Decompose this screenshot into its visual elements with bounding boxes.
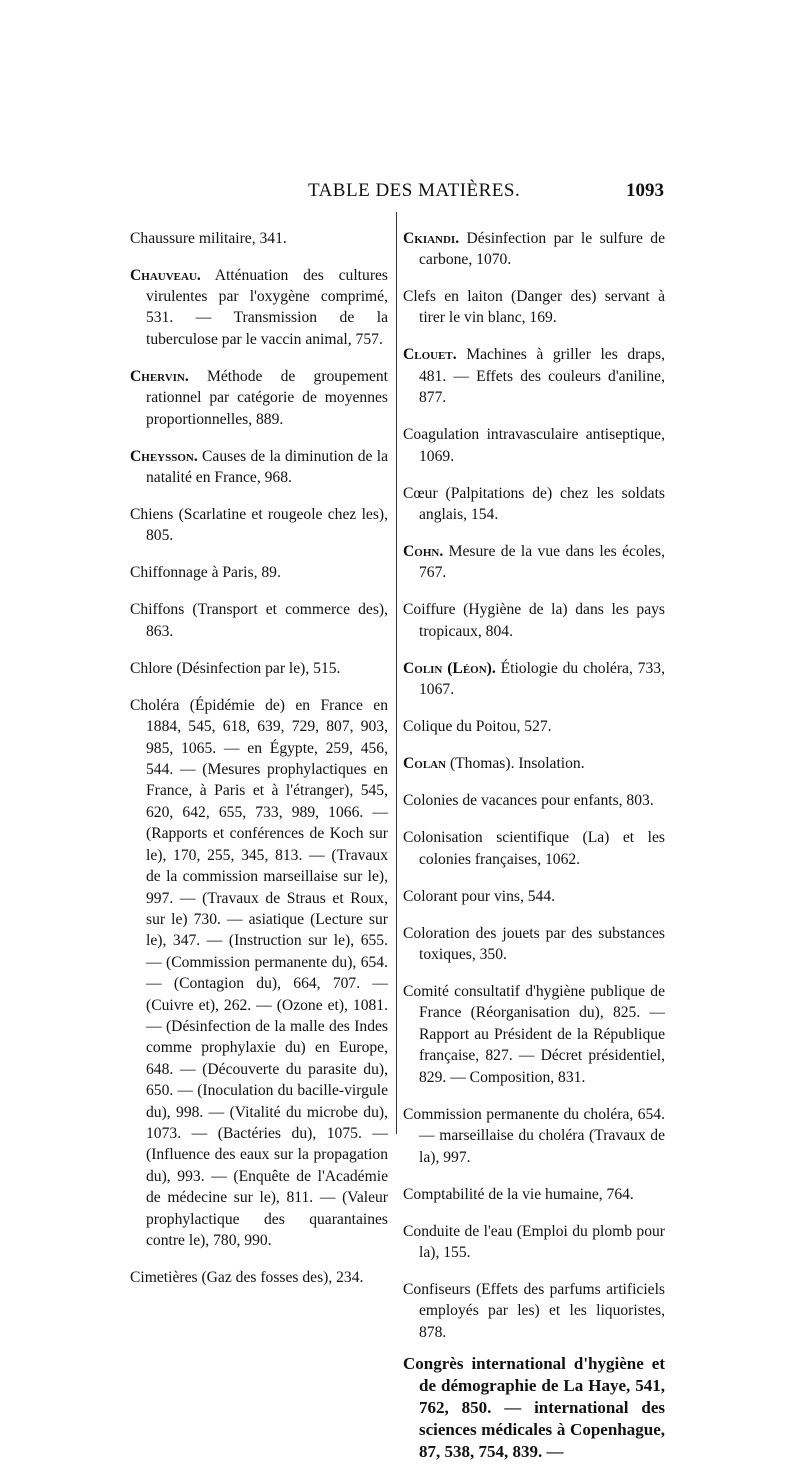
index-entry	[403, 228, 665, 271]
index-entry	[403, 1279, 665, 1343]
index-entry	[130, 265, 388, 351]
index-entry	[403, 1353, 665, 1463]
entry-text: Mesure de la vue dans les écoles, 767.	[419, 543, 665, 582]
index-column-right	[403, 212, 665, 1468]
entry-text: Colonisation scientifique (La) et les colonies françaises, 1062.	[403, 829, 665, 868]
index-entry	[403, 827, 665, 870]
entry-author-name: Cohn.	[403, 543, 444, 561]
entry-text: Causes de la diminution de la natalité en France, 968.	[146, 447, 388, 487]
index-entry	[130, 1267, 388, 1288]
entry-author-name: Cheysson.	[130, 447, 198, 465]
index-entry	[403, 790, 665, 811]
entry-text: Cimetières (Gaz des fosses des), 234.	[130, 1269, 364, 1286]
entry-text: Choléra (Épidémie de) en France en 1884, 545, 618, 639, 729, 807, 903, 985, 1065. — en Égypte, 259, 456, 544. — (Mesures prophylactiques en France, à Paris et à l'étranger), 545, 620, 642, 655, 733, 989, 1066. — (Rapports et conférences de Koch sur le), 170, 255, 345, 813. — (Travaux de la commission marseillaise sur le), 997. — (Travaux de Straus et Roux, sur le) 730. — asiatique (Lecture sur le), 347. — (Instruction sur le), 655. — (Commission permanente du), 654. — (Contagion du), 664, 707. — (Cuivre et), 262. — (Ozone et), 1081. — (Désinfection de la malle des Indes comme prophylaxie du) en Europe, 648. — (Découverte du parasite du), 650. — (Inoculation du bacille-virgule du), 998. — (Vitalité du microbe du), 1073. — (Bactéries du), 1075. — (Influence des eaux sur la propagation du), 993. — (Enquête de l'Académie de médecine sur le), 811. — (Valeur prophylactique des quarantaines contre le), 780, 990.	[130, 696, 388, 1249]
index-entry	[130, 504, 388, 547]
index-entry	[403, 1184, 665, 1205]
entry-text: Colonies de vacances pour enfants, 803.	[403, 792, 654, 810]
entry-text: Étiologie du choléra, 733, 1067.	[419, 659, 665, 699]
entry-author-name: Colin (Léon).	[403, 659, 496, 677]
entry-author-name: Chauveau.	[130, 266, 201, 284]
entry-author-name: Chervin.	[130, 367, 189, 385]
index-entry	[130, 446, 388, 489]
index-entry	[130, 658, 388, 679]
entry-text: Colorant pour vins, 544.	[403, 887, 556, 905]
entry-text: Colique du Poitou, 527.	[403, 718, 552, 736]
running-title: TABLE DES MATIÈRES.	[308, 180, 521, 201]
entry-text: Chaussure militaire, 341.	[130, 229, 287, 247]
entry-text: Cœur (Palpitations de) chez les soldats anglais, 154.	[403, 484, 665, 524]
index-entry	[403, 981, 665, 1088]
index-entry	[403, 541, 665, 584]
index-entry	[130, 599, 388, 642]
index-entry	[130, 366, 388, 430]
index-entry	[403, 344, 665, 408]
entry-text: Confiseurs (Effets des parfums artificiels employés par les) et les liquoristes, 878.	[403, 1280, 665, 1341]
entry-text: Désinfection par le sulfure de carbone, 1070.	[419, 229, 665, 268]
entry-text: Coloration des jouets par des substances toxiques, 350.	[403, 924, 665, 964]
entry-author-name: Colan	[403, 755, 447, 773]
index-entry	[130, 228, 388, 249]
entry-author-name: Clouet.	[403, 346, 457, 364]
index-entry	[403, 1221, 665, 1264]
entry-text: Atténuation des cultures virulentes par l'oxygène comprimé, 531. — Transmission de la tuberculose par le vaccin animal, 757.	[146, 266, 388, 348]
running-header	[130, 180, 664, 208]
page-number: 1093	[626, 180, 664, 201]
entry-text: Clefs en laiton (Danger des) servant à tirer le vin blanc, 169.	[403, 288, 665, 327]
entry-text: Comité consultatif d'hygiène publique de France (Réorganisation du), 825. — Rapport au Président de la République française, 827. — Décret présidentiel, 829. — Composition, 831.	[403, 983, 665, 1086]
entry-text: Conduite de l'eau (Emploi du plomb pour la), 155.	[403, 1222, 665, 1261]
entry-text: Commission permanente du choléra, 654. — marseillaise du choléra (Travaux de la), 997.	[403, 1105, 665, 1166]
index-entry	[403, 886, 665, 907]
index-entry	[403, 599, 665, 642]
entry-text: Méthode de groupement rationnel par catégorie de moyennes proportionnelles, 889.	[146, 367, 388, 428]
entry-text: Chlore (Désinfection par le), 515.	[130, 659, 341, 677]
index-entry	[403, 286, 665, 329]
index-entry	[403, 1104, 665, 1168]
entry-text: (Thomas). Insolation.	[446, 755, 585, 773]
entry-text: Congrès international d'hygiène et de démographie de La Haye, 541, 762, 850. — international des sciences médicales à Copenhague, 87, 538, 754, 839. —	[403, 1354, 665, 1462]
entry-text: Coiffure (Hygiène de la) dans les pays tropicaux, 804.	[403, 601, 665, 640]
index-entry	[403, 716, 665, 737]
entry-text: Chiens (Scarlatine et rougeole chez les), 805.	[130, 506, 388, 545]
index-entry	[130, 562, 388, 583]
index-entry	[403, 753, 665, 774]
entry-author-name: Ckiandi.	[403, 229, 460, 247]
entry-text: Machines à griller les draps, 481. — Effets des couleurs d'aniline, 877.	[419, 346, 665, 407]
index-entry	[403, 424, 665, 467]
entry-text: Chiffons (Transport et commerce des), 863.	[130, 601, 388, 640]
index-entry	[130, 695, 388, 1252]
index-entry	[403, 483, 665, 526]
entry-text: Comptabilité de la vie humaine, 764.	[403, 1185, 634, 1203]
entry-text: Coagulation intravasculaire antiseptique, 1069.	[403, 426, 665, 465]
index-entry	[403, 923, 665, 966]
index-column-left	[130, 212, 388, 1293]
entry-text: Chiffonnage à Paris, 89.	[130, 564, 281, 582]
column-divider	[396, 212, 397, 1134]
index-entry	[403, 658, 665, 701]
